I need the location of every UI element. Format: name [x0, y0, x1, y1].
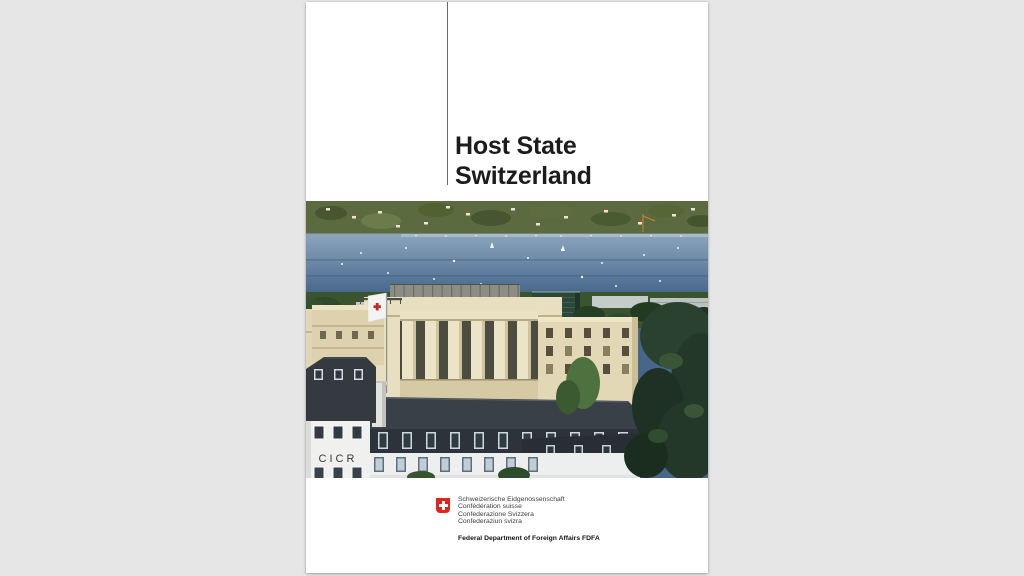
- department-name: Federal Department of Foreign Affairs FDFA: [458, 535, 600, 542]
- cover-title-line1: Host State: [455, 132, 577, 160]
- cover-photo: [306, 201, 708, 478]
- cover-photo-illustration: [306, 201, 708, 478]
- cicr-sign-text: CICR: [318, 453, 358, 465]
- cover-title-line2: Switzerland: [455, 162, 592, 190]
- wordmark-line-rm: Confederaziun svizra: [458, 517, 522, 525]
- confederation-wordmark: [458, 496, 565, 525]
- wordmark-line-de: Schweizerische Eidgenossenschaft: [458, 496, 565, 503]
- title-divider-line: [447, 2, 448, 185]
- wordmark-line-it: Confederazione Svizzera: [458, 510, 534, 518]
- document-page: [306, 2, 708, 573]
- cover-title: [455, 131, 592, 191]
- swiss-cross-icon: [436, 498, 450, 513]
- wordmark-line-fr: Confédération suisse: [458, 503, 522, 511]
